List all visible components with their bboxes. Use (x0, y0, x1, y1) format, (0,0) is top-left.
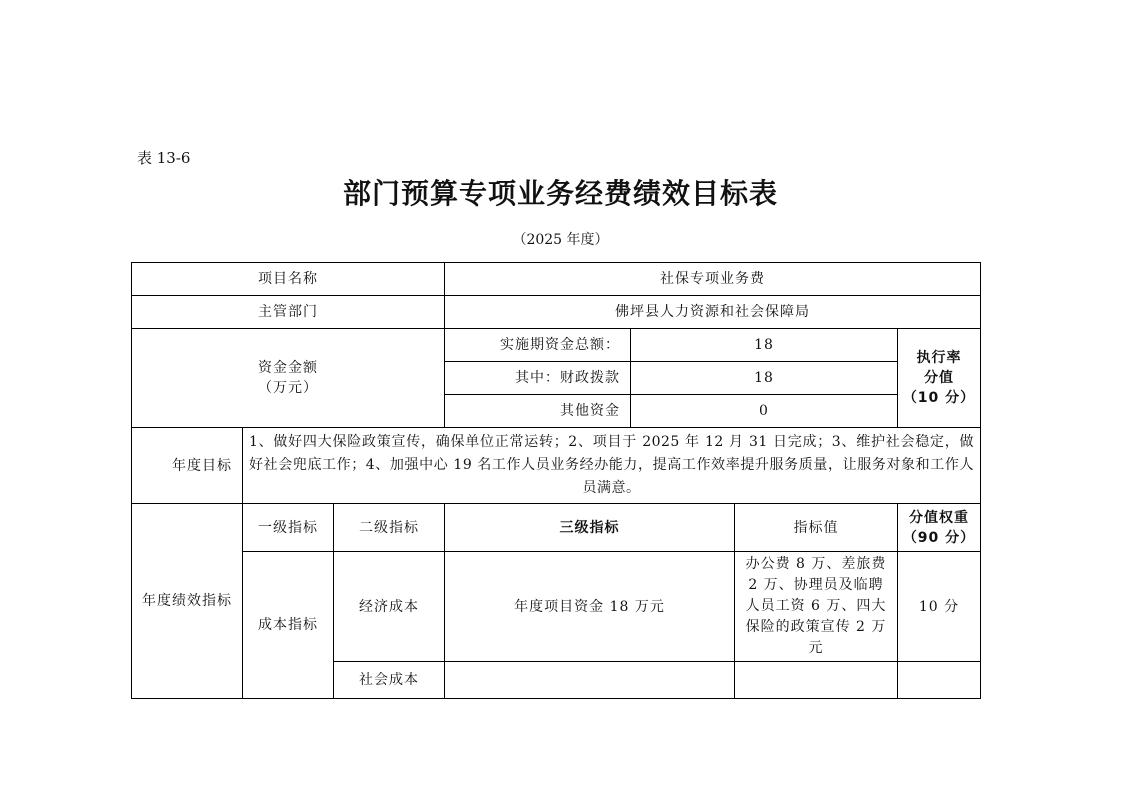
fund-amount-label-line2: （万元） (258, 380, 318, 396)
fund-amount-label-line1: 资金金额 (258, 360, 318, 376)
annual-performance-indicators-label: 年度绩效指标 (132, 504, 243, 699)
table-row (132, 552, 981, 662)
department-label: 主管部门 (132, 296, 445, 329)
fund-total-value: 18 (631, 329, 898, 362)
row-department (132, 296, 981, 329)
indicator-weight (898, 662, 981, 699)
col-header-weight (898, 504, 981, 552)
annual-goal-label: 年度目标 (132, 428, 243, 504)
col-header-weight-line1: 分值权重 (909, 509, 969, 526)
indicator-value: 办公费 8 万、差旅费 2 万、协理员及临聘人员工资 6 万、四大保险的政策宣传 2 万元 (735, 552, 898, 662)
execution-rate-line3: （10 分） (902, 390, 976, 406)
fund-fiscal-label: 其中：财政拨款 (445, 362, 631, 395)
indicator-weight: 10 分 (898, 552, 981, 662)
col-header-level3: 三级指标 (445, 504, 735, 552)
col-header-level1: 一级指标 (243, 504, 334, 552)
indicator-level3 (445, 662, 735, 699)
indicator-value (735, 662, 898, 699)
indicator-level2: 社会成本 (334, 662, 445, 699)
col-header-value: 指标值 (735, 504, 898, 552)
project-name-value: 社保专项业务费 (445, 263, 981, 296)
project-name-label: 项目名称 (132, 263, 445, 296)
table-number: 表 13-6 (137, 149, 191, 167)
indicator-level3: 年度项目资金 18 万元 (445, 552, 735, 662)
col-header-weight-line2: （90 分） (902, 529, 976, 546)
fund-total-label: 实施期资金总额： (445, 329, 631, 362)
annual-goal-text: 1、做好四大保险政策宣传，确保单位正常运转；2、项目于 2025 年 12 月 31 日完成；3、维护社会稳定，做好社会兜底工作；4、加强中心 19 名工作人员业务经办能力，提高工作效率提升服务质量，让服务对象和工作人员满意。 (243, 428, 981, 504)
execution-rate-score (898, 329, 981, 428)
indicator-level2: 经济成本 (334, 552, 445, 662)
document-title: 部门预算专项业务经费绩效目标表 (342, 177, 778, 210)
fund-other-value: 0 (631, 395, 898, 428)
row-indicator-header (132, 504, 981, 552)
year-subtitle: （2025 年度） (512, 232, 609, 248)
execution-rate-line2: 分值 (924, 370, 954, 386)
execution-rate-line1: 执行率 (916, 350, 962, 366)
row-project-name (132, 263, 981, 296)
row-fund-total (132, 329, 981, 362)
fund-fiscal-value: 18 (631, 362, 898, 395)
fund-other-label: 其他资金 (445, 395, 631, 428)
row-annual-goal (132, 428, 981, 504)
performance-target-table (131, 262, 981, 699)
indicator-level1: 成本指标 (243, 552, 334, 699)
col-header-level2: 二级指标 (334, 504, 445, 552)
department-value: 佛坪县人力资源和社会保障局 (445, 296, 981, 329)
fund-amount-label (132, 329, 445, 428)
